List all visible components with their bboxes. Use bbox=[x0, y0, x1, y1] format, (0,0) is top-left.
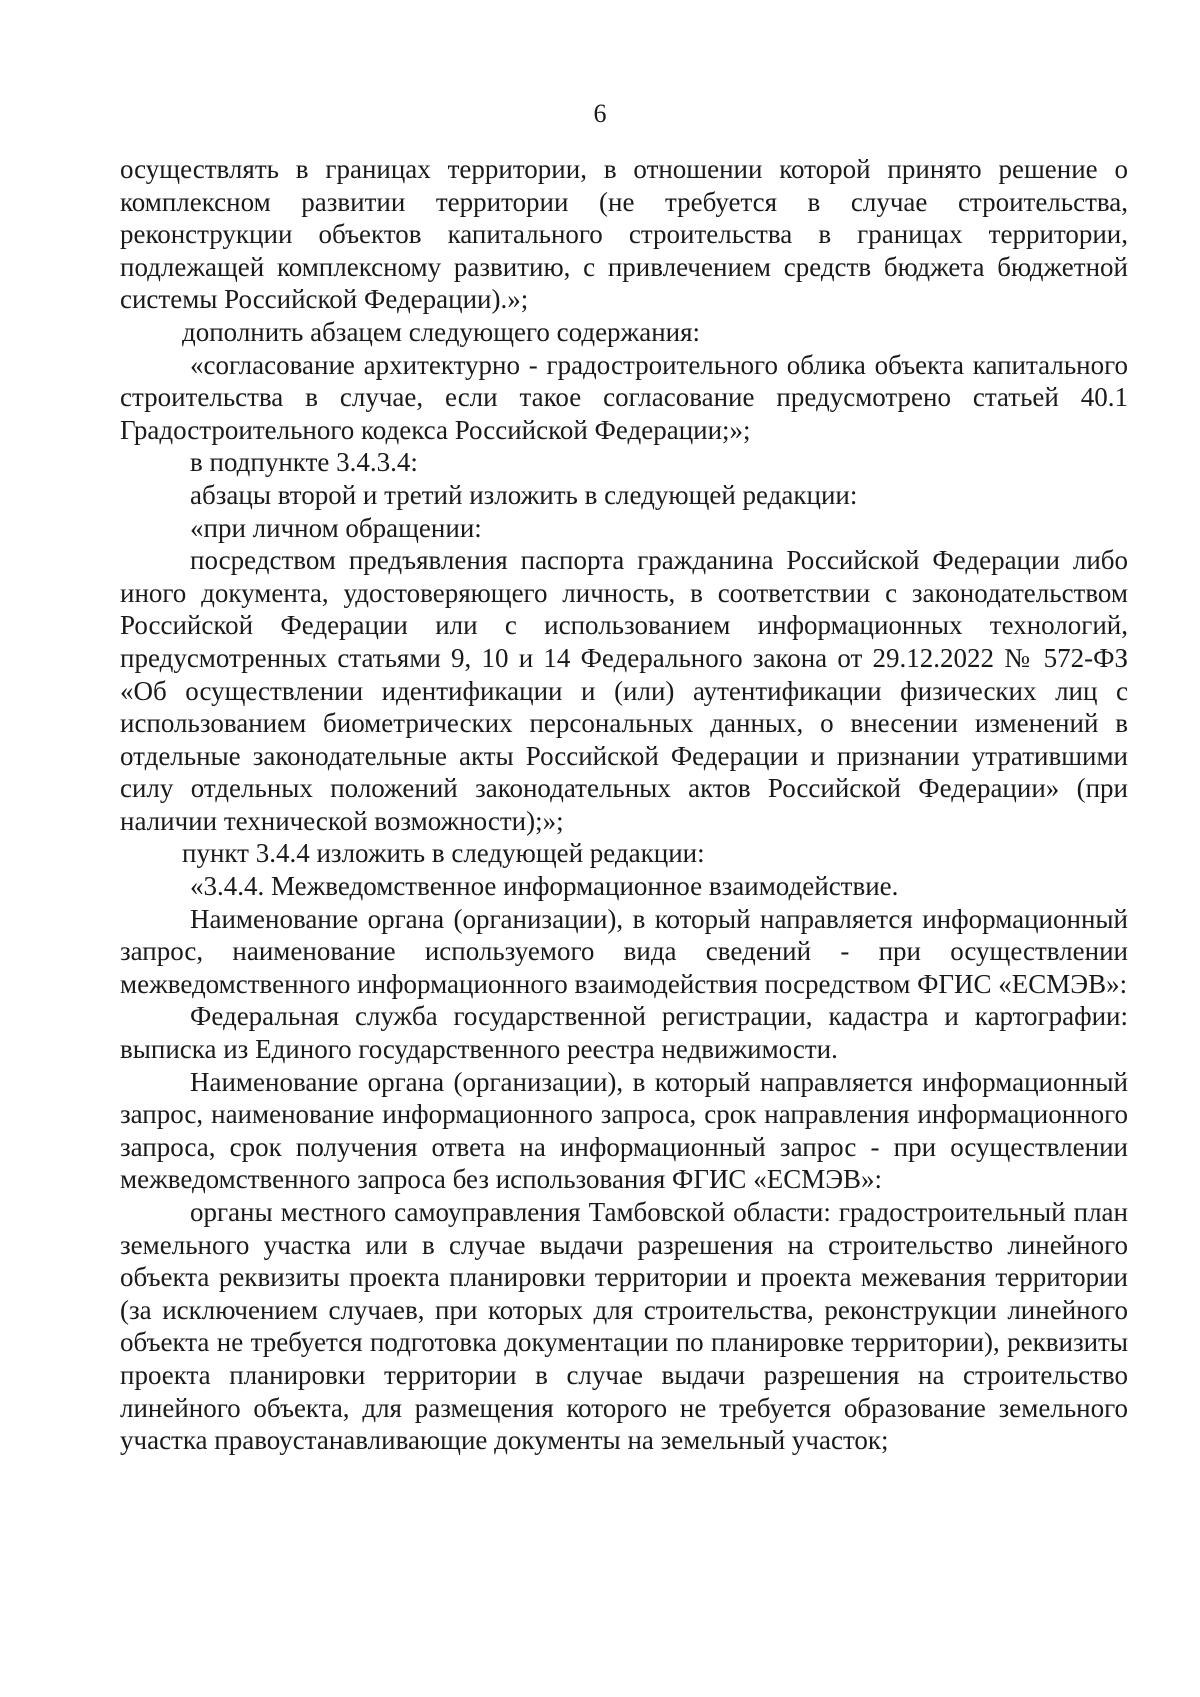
paragraph: «при личном обращении: bbox=[190, 512, 482, 543]
paragraph: осуществлять в границах территории, в отношении которой принято решение о комплексном развитии территории (не требуется в случае строительства, реконструкции объектов капитального строительства в границах территории, подлежащей комплексному развитию, с привлечением средств бюджета бюджетной системы Российской Федерации).»; bbox=[120, 154, 1128, 315]
paragraph: «3.4.4. Межведомственное информационное взаимодействие. bbox=[190, 871, 899, 902]
paragraph: абзацы второй и третий изложить в следующей редакции: bbox=[190, 479, 858, 510]
page-number: 6 bbox=[593, 99, 607, 128]
paragraph: пункт 3.4.4 изложить в следующей редакции: bbox=[182, 838, 705, 869]
paragraph: Федеральная служба государственной регистрации, кадастра и картографии: выписка из Единого государственного реестра недвижимости. bbox=[120, 1001, 1128, 1065]
paragraph: посредством предъявления паспорта гражданина Российской Федерации либо иного документа, удостоверяющего личность, в соответствии с законодательством Российской Федерации или с использованием информационных технологий, предусмотренных статьями 9, 10 и 14 Федерального закона от 29.12.2022 № 572-ФЗ «Об осуществлении идентификации и (или) аутентификации физических лиц с использованием биометрических персональных данных, о внесении изменений в отдельные законодательные акты Российской Федерации и признании утратившими силу отдельных положений законодательных актов Российской Федерации» (при наличии технической возможности);»; bbox=[120, 545, 1128, 836]
paragraph: Наименование органа (организации), в который направляется информационный запрос, наименование используемого вида сведений - при осуществлении межведомственного информационного взаимодействия посредством ФГИС «ЕСМЭВ»: bbox=[120, 903, 1128, 999]
paragraph: в подпункте 3.4.3.4: bbox=[190, 447, 418, 478]
paragraph: «согласование архитектурно - градостроительного облика объекта капитального строительства в случае, если такое согласование предусмотрено статьей 40.1 Градостроительного кодекса Российской Федерации;»; bbox=[120, 349, 1128, 445]
paragraph: дополнить абзацем следующего содержания: bbox=[182, 316, 701, 347]
paragraph: Наименование органа (организации), в который направляется информационный запрос, наименование информационного запроса, срок направления информационного запроса, срок получения ответа на информационный запрос - при осуществлении межведомственного запроса без использования ФГИС «ЕСМЭВ»: bbox=[120, 1066, 1128, 1195]
document-body bbox=[120, 153, 1128, 1457]
paragraph: органы местного самоуправления Тамбовской области: градостроительный план земельного участка или в случае выдачи разрешения на строительство линейного объекта реквизиты проекта планировки территории и проекта межевания территории (за исключением случаев, при которых для строительства, реконструкции линейного объекта не требуется подготовка документации по планировке территории), реквизиты проекта планировки территории в случае выдачи разрешения на строительство линейного объекта, для размещения которого не требуется образование земельного участка правоустанавливающие документы на земельный участок; bbox=[120, 1197, 1128, 1456]
